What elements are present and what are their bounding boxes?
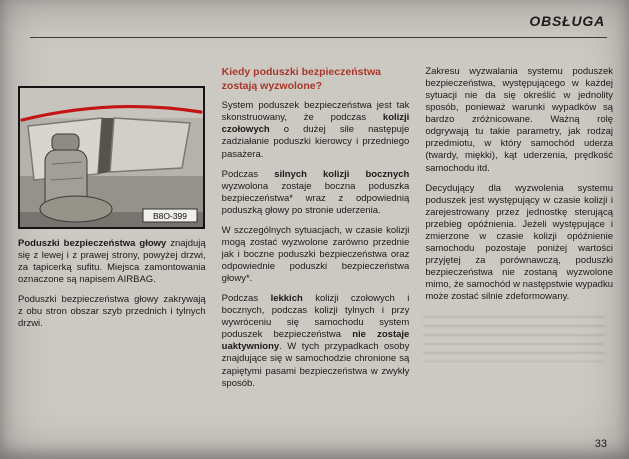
body-text: System poduszek bezpieczeństwa jest tak skonstruowany, że podczas <box>221 100 410 124</box>
text-columns <box>18 66 613 429</box>
page-number: 33 <box>594 438 607 450</box>
header-divider <box>30 37 607 38</box>
emphasized-text: nie zostaje uaktywniony <box>221 329 410 353</box>
emphasized-text: kolizji czołowych <box>221 112 410 136</box>
seat-headrest-shape <box>52 134 79 151</box>
body-text: Poduszki bezpieczeństwa głowy zakrywają z obu stron obszar szyb przednich i tylnych drzwi. <box>18 294 206 330</box>
paragraph <box>425 66 613 175</box>
section-heading: Kiedy poduszki bezpieczeństwa zostają wyzwolone? <box>221 66 381 92</box>
body-text: wyzwolona zostaje boczna poduszka bezpieczeństwa* wraz z odpowiednią poduszką głowy po stronie uderzenia. <box>221 180 410 216</box>
emphasized-text: lekkich <box>270 293 303 305</box>
paragraph <box>18 238 206 286</box>
right-column-text <box>425 66 613 303</box>
middle-column-text <box>222 100 410 389</box>
body-text: Podczas <box>221 168 275 180</box>
body-text: Decydujący dla wyzwolenia systemu poduszek jest występujący w czasie kolizji i zarejestrowany przez jednostkę sterującą przebieg opóźnienia. Jeżeli występujące i zmierzone w czasie kolizji opóźnienie samochodu pozostaje poniżej wartości przyjętej za porównawczą, poduszki bezpieczeństwa nie zostaną wyzwolone mimo, że samochód w następstwie wypadku może zostać silnie zdeformowany. <box>425 182 613 303</box>
paragraph <box>222 293 410 390</box>
paragraph <box>222 100 410 160</box>
page-header-title: OBSŁUGA <box>529 13 605 29</box>
body-text: . W tych przypadkach osoby znajdujące się w samochodzie chronione są zapiętymi pasami bezpieczeństwa w zwykły sposób. <box>221 341 410 389</box>
car-interior-illustration <box>20 88 203 227</box>
figure-car-interior <box>18 86 205 229</box>
body-text: W szczególnych sytuacjach, w czasie kolizji mogą zostać wyzwolone zarówno przednie jak i boczne poduszki bezpieczeństwa oraz odpowiednie poduszki bezpieczeństwa głowy*. <box>221 224 410 285</box>
body-text: kolizji czołowych i bocznych, podczas kolizji tylnych i przy wywróceniu się samochodu system poduszek bezpieczeństwa <box>221 293 410 341</box>
column-middle <box>222 66 410 429</box>
paragraph <box>18 294 206 330</box>
body-text: znajdują się z lewej i z prawej strony, powyżej drzwi, za tapicerką sufitu. Miejsca zamontowania oznaczone są napisem AIRBAG. <box>18 238 206 286</box>
left-column-text <box>18 238 206 330</box>
column-right <box>425 66 613 429</box>
figure-code-label: B8O-399 <box>152 211 188 221</box>
body-text: o dużej sile następuje zadziałanie poduszki kierowcy i przedniego pasażera. <box>221 124 410 160</box>
paragraph <box>222 169 410 217</box>
paragraph <box>222 225 410 285</box>
seat-cushion-shape <box>40 196 112 222</box>
emphasized-text: silnych kolizji bocznych <box>274 168 410 180</box>
column-left <box>18 66 206 429</box>
body-text: Zakresu wyzwalania systemu poduszek bezpieczeństwa, występującego w każdej sytuacji nie da się określić w jednolity sposób, ponieważ warunki wypadków są bardzo zróżnicowane. Ważną rolę odgrywają tu takie parametry, jak rodzaj przedmiotu, w który samochód uderza (twardy, miękki), kąt uderzenia, prędkość samochodu itd. <box>425 66 613 174</box>
rear-window-shape <box>110 118 190 172</box>
body-text: Podczas <box>221 293 271 305</box>
paragraph <box>425 183 613 304</box>
emphasized-text: Poduszki bezpieczeństwa głowy <box>18 238 167 249</box>
